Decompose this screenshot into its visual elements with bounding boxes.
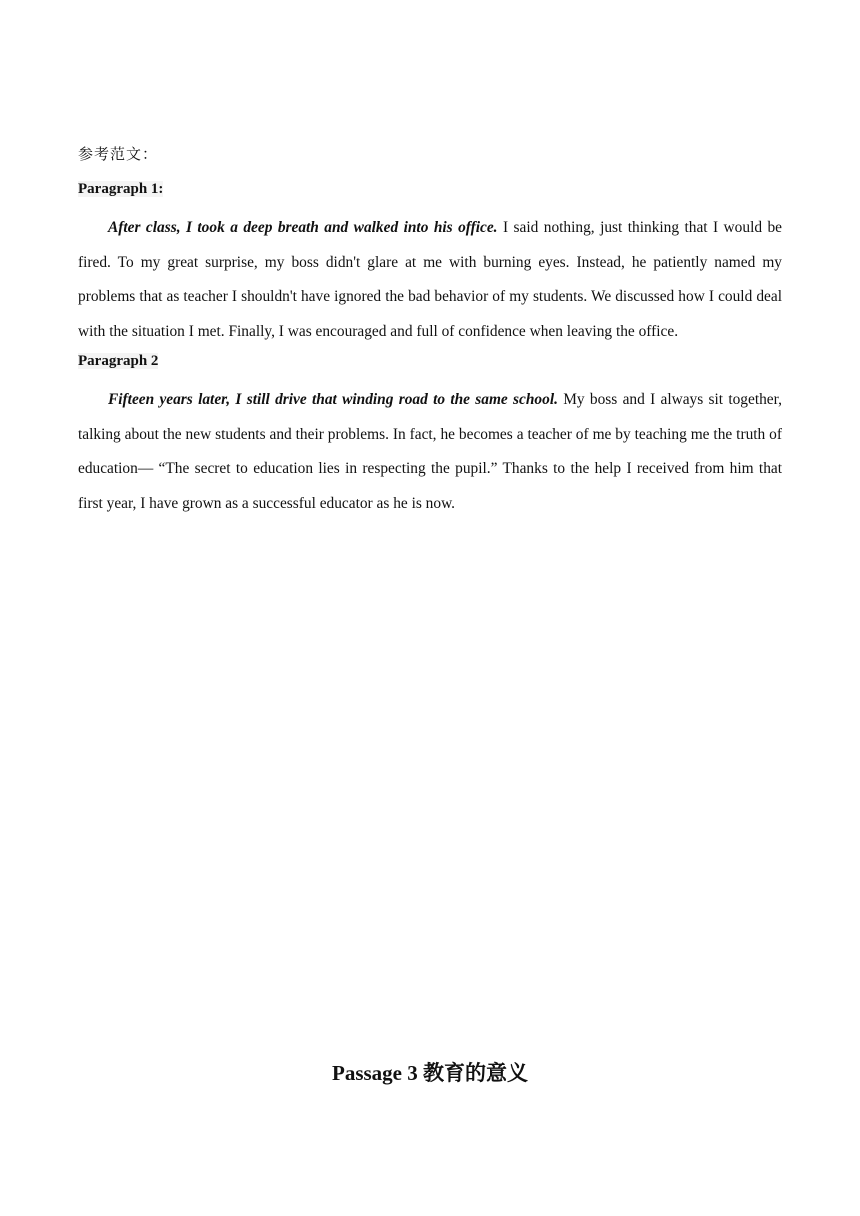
paragraph-2-heading-text: Paragraph 2 <box>78 353 159 369</box>
paragraph-1-heading <box>78 177 782 201</box>
passage-title: Passage 3 教育的意义 <box>332 1061 528 1085</box>
paragraph-1-heading-text: Paragraph 1: <box>78 181 164 197</box>
paragraph-1-lead-sentence: After class, I took a deep breath and walked into his office. <box>108 219 498 236</box>
essay-section <box>78 143 782 521</box>
paragraph-1-body <box>78 211 782 349</box>
paragraph-2-text: My boss and I always sit together, talking about the new students and their problems. In fact, he becomes a teacher of me by teaching me the truth of education— “The secret to education lies in respecting the pupil.” Thanks to the help I received from him that first year, I have grown as a successful educator as he is now. <box>78 391 782 512</box>
reference-essay-label: 参考范文： <box>78 147 159 163</box>
paragraph-2-heading <box>78 349 782 373</box>
paragraph-1-text: I said nothing, just thinking that I would be fired. To my great surprise, my boss didn't glare at me with burning eyes. Instead, he patiently named my problems that as teacher I shouldn't have ignored the bad behavior of my students. We discussed how I could deal with the situation I met. Finally, I was encouraged and full of confidence when leaving the office. <box>78 219 782 340</box>
paragraph-2-body <box>78 383 782 521</box>
paragraph-2-lead-sentence: Fifteen years later, I still drive that winding road to the same school. <box>108 391 558 408</box>
